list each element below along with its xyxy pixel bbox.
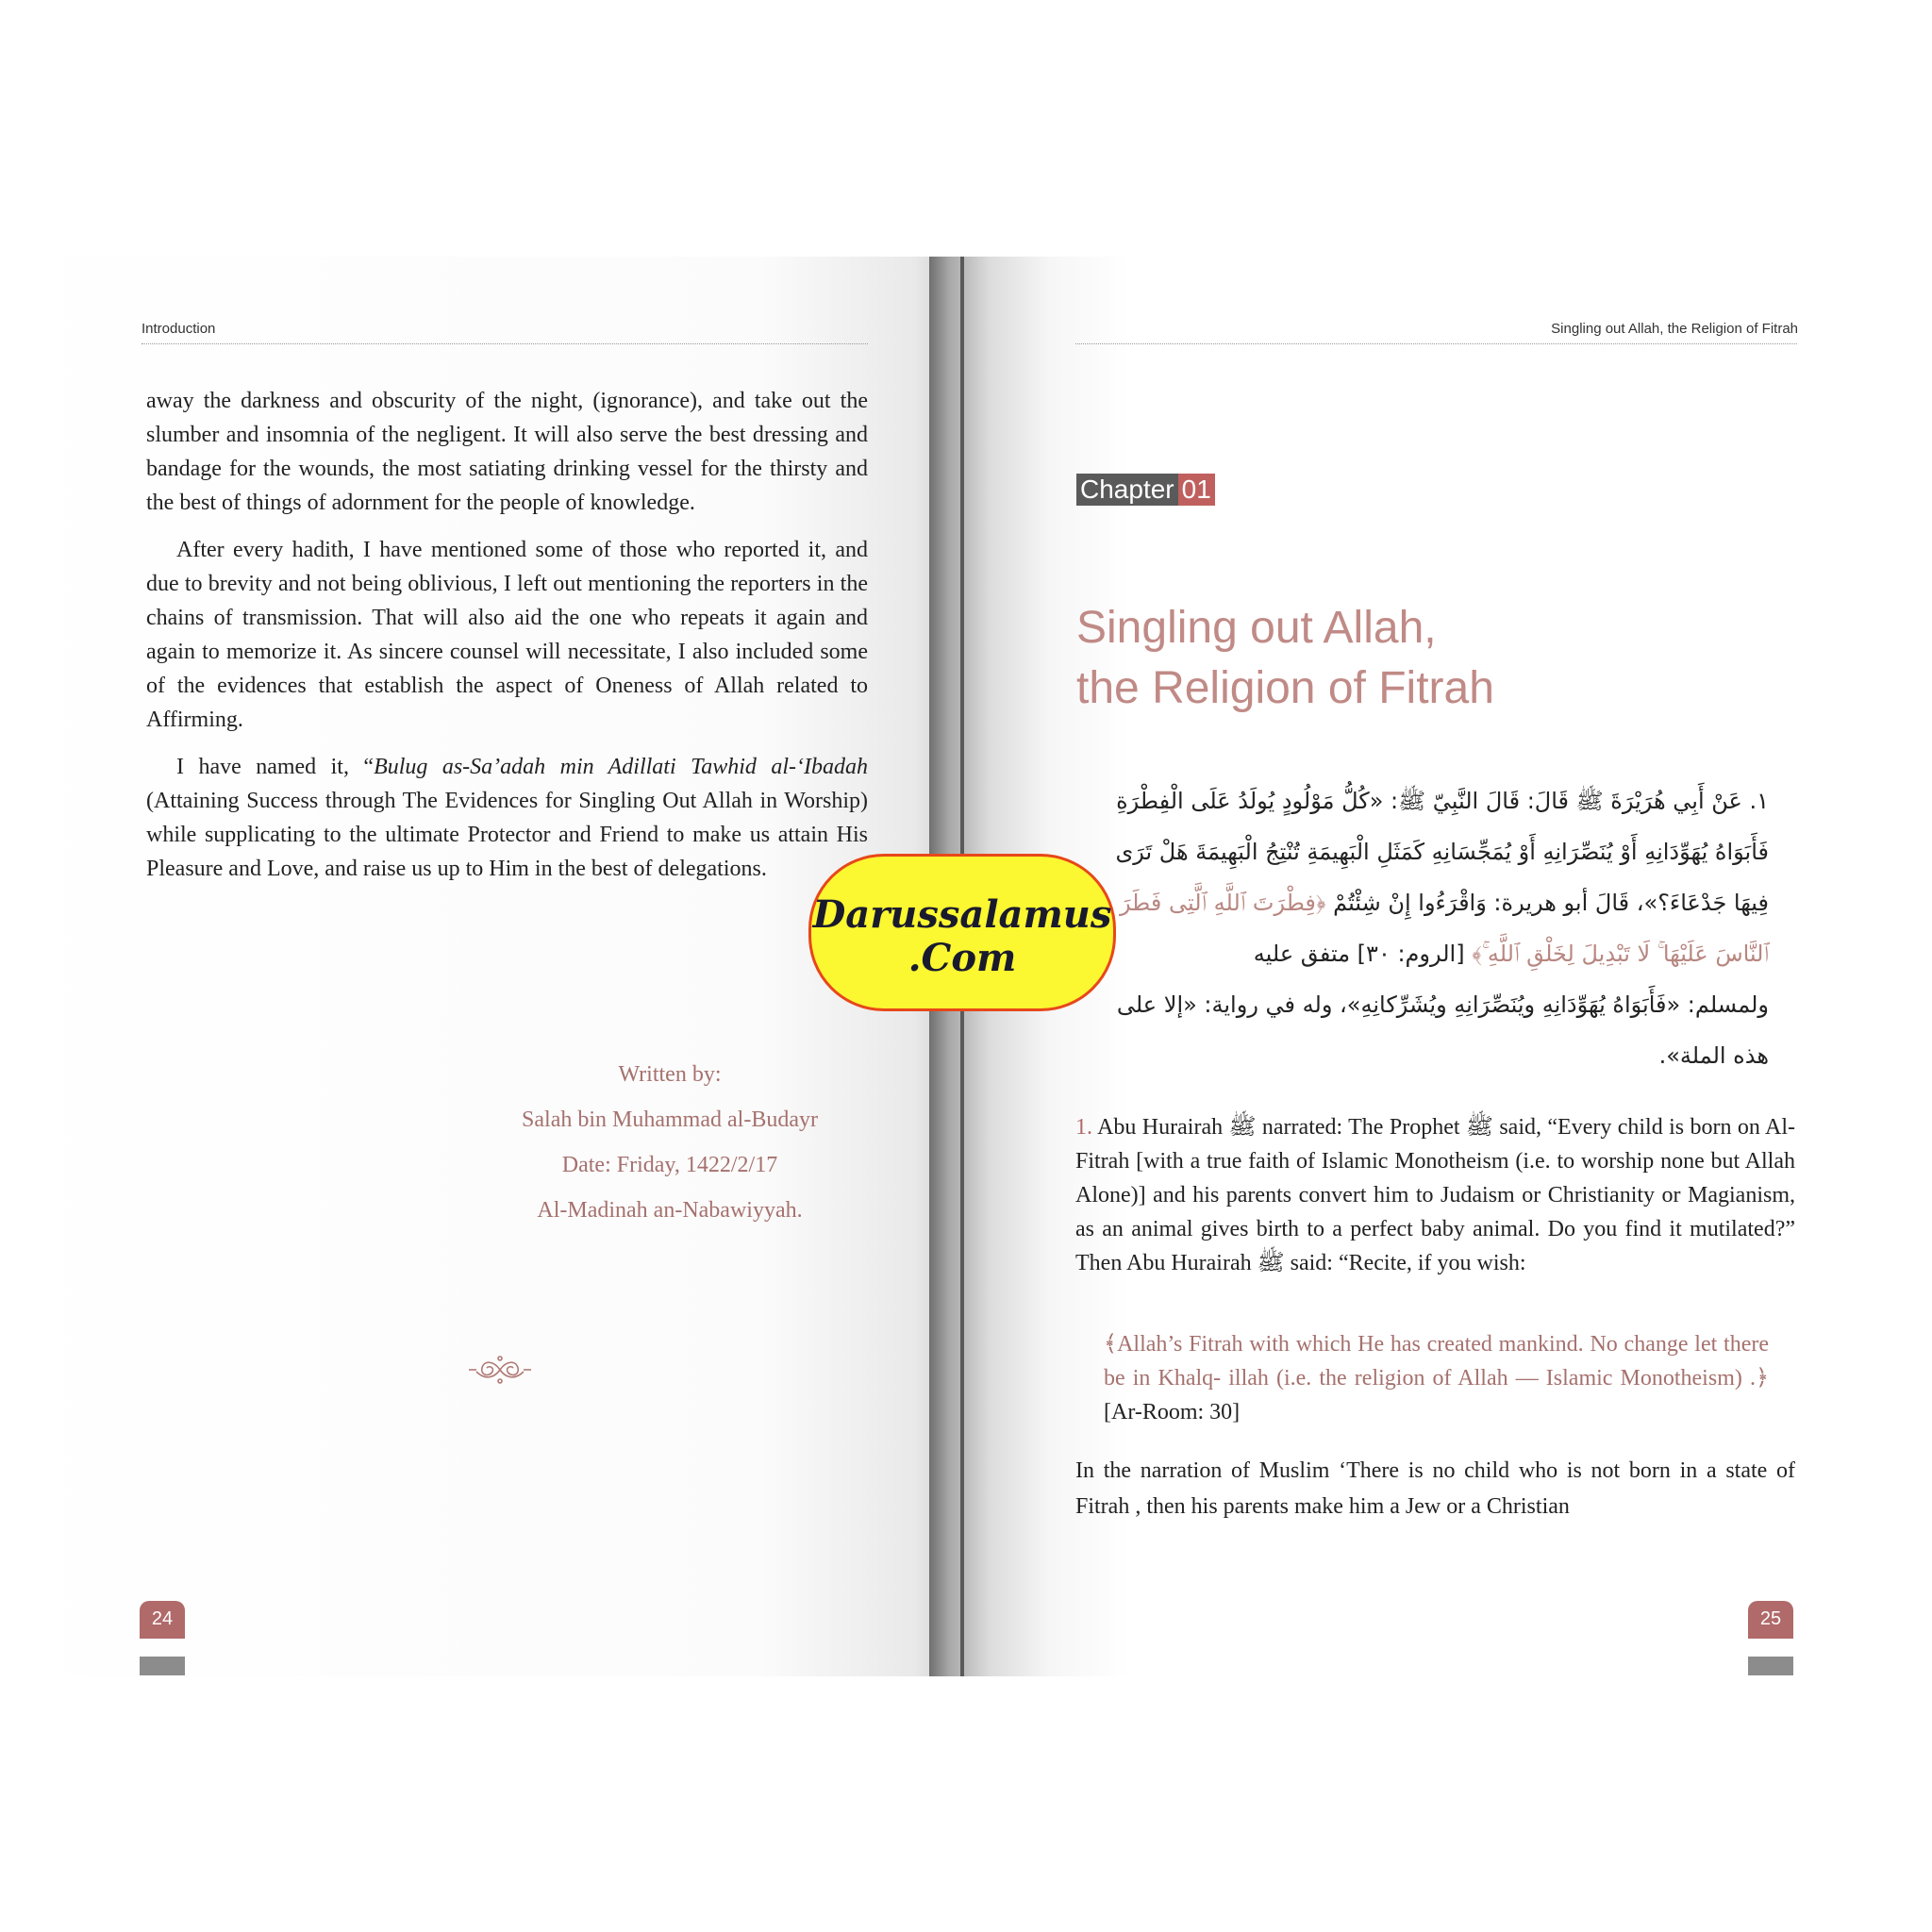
named-lead: I have named it, “: [176, 755, 375, 779]
arabic-text-part-2: [الروم: ٣٠] متفق عليه: [1253, 941, 1473, 967]
arabic-text-part-1: ١. عَنْ أَبِي هُرَيْرَةَ ﷺ قَالَ: قَالَ النَّبِيّ ﷺ: «كُلُّ مَوْلُودٍ يُولَدُ عَلَى الْفِطْرَةِ فَأَبَوَاهُ يُهَوِّدَانِهِ أَوْ يُنَصِّرَانِهِ أَوْ يُمَجِّسَانِهِ كَمَثَلِ الْبَهِيمَةِ تُنْتِجُ الْبَهِيمَةَ هَلْ تَرَى فِيهَا جَدْعَاءَ؟»، قَالَ أبو هريرة: وَاقْرَءُوا إِنْ شِئْتُمْ: [1115, 788, 1769, 916]
author-name: Salah bin Muhammad al-Budayr: [522, 1108, 818, 1132]
chapter-label: [1076, 474, 1215, 506]
hadith-english-text: Abu Hurairah ﷺ narrated: The Prophet ﷺ said, “Every child is born on Al-Fitrah [with a true faith of Islamic Monotheism (i.e. to worship none but Allah Alone)] and his parents convert him to Judaism or Christianity or Magianism, as an animal gives birth to a perfect baby animal. Do you find it mutilated?” Then Abu Hurairah ﷺ said: “Recite, if you wish:: [1075, 1115, 1795, 1275]
arabic-quran-verse: ﴿فِطْرَتَ ٱللَّهِ ٱلَّتِى فَطَرَ ٱلنَّاسَ عَلَيْهَا ۚ لَا تَبْدِيلَ لِخَلْقِ ٱللَّهِ ۚ﴾: [1119, 890, 1769, 967]
chapter-word: Chapter: [1076, 474, 1178, 506]
quran-quote: [1104, 1327, 1769, 1429]
hadith-translation: [1075, 1110, 1795, 1293]
page-tab-bar-right: [1748, 1657, 1793, 1675]
chapter-title: [1076, 598, 1737, 719]
running-header-right: Singling out Allah, the Religion of Fitrah: [1551, 321, 1798, 337]
arabic-hadith: [1075, 775, 1769, 1081]
hadith-number: 1.: [1075, 1115, 1092, 1140]
quote-reference: [Ar-Room: 30]: [1104, 1400, 1241, 1424]
watermark-logo: [808, 854, 1116, 1011]
arabic-text-part-3: ولمسلم: «فَأَبَوَاهُ يُهَوِّدَانِهِ ويُنَصِّرَانِهِ ويُشَرِّكانِهِ»، وله في رواية: «إلا على هذه الملة».: [1116, 991, 1769, 1069]
quote-text: ﴾Allah’s Fitrah with which He has created mankind. No change let there be in Khalq- illah (i.e. the religion of Allah — Islamic Monotheism) .﴿: [1104, 1332, 1769, 1391]
place-line: Al-Madinah an-Nabawiyyah.: [537, 1198, 803, 1223]
book-title-italic: Bulug as-Sa’adah min Adillati Tawhid al-‘Ibadah: [374, 755, 868, 779]
chapter-title-line-2: the Religion of Fitrah: [1076, 663, 1494, 713]
written-by-label: Written by:: [618, 1062, 722, 1087]
paragraph-hadith-note: After every hadith, I have mentioned some of those who reported it, and due to brevity and not being oblivious, I left out mentioning the reporters in the chains of transmission. That will also aid the one who repeats it again and again to memorize it. As sincere counsel will necessitate, I also included some of the evidences that establish the aspect of Oneness of Allah related to Affirming.: [146, 538, 868, 732]
watermark-line-1: Darussalamus: [812, 892, 1112, 937]
running-header-left: Introduction: [142, 321, 216, 337]
named-rest: (Attaining Success through The Evidences for Singling Out Allah in Worship) while supplicating to the ultimate Protector and Friend to make us attain His Pleasure and Love, and raise us up to Him in the best of delegations.: [146, 789, 868, 881]
date-line: Date: Friday, 1422/2/17: [561, 1153, 778, 1177]
page-number-left: 24: [140, 1601, 185, 1639]
chapter-title-line-1: Singling out Allah,: [1076, 603, 1437, 653]
header-rule-right: [1075, 343, 1797, 344]
chapter-number: 01: [1178, 474, 1215, 506]
page-number-right: 25: [1748, 1601, 1793, 1639]
watermark-line-2: .Com: [908, 936, 1017, 980]
paragraph-continuation: away the darkness and obscurity of the night, (ignorance), and take out the slumber and insomnia of the negligent. It will also serve the best dressing and bandage for the wounds, the most satiating drinking vessel for the thirsty and the best of things of adornment for the people of knowledge.: [146, 389, 868, 515]
muslim-narration: In the narration of Muslim ‘There is no child who is not born in a state of Fitrah , then his parents make him a Jew or a Christian: [1075, 1458, 1795, 1519]
